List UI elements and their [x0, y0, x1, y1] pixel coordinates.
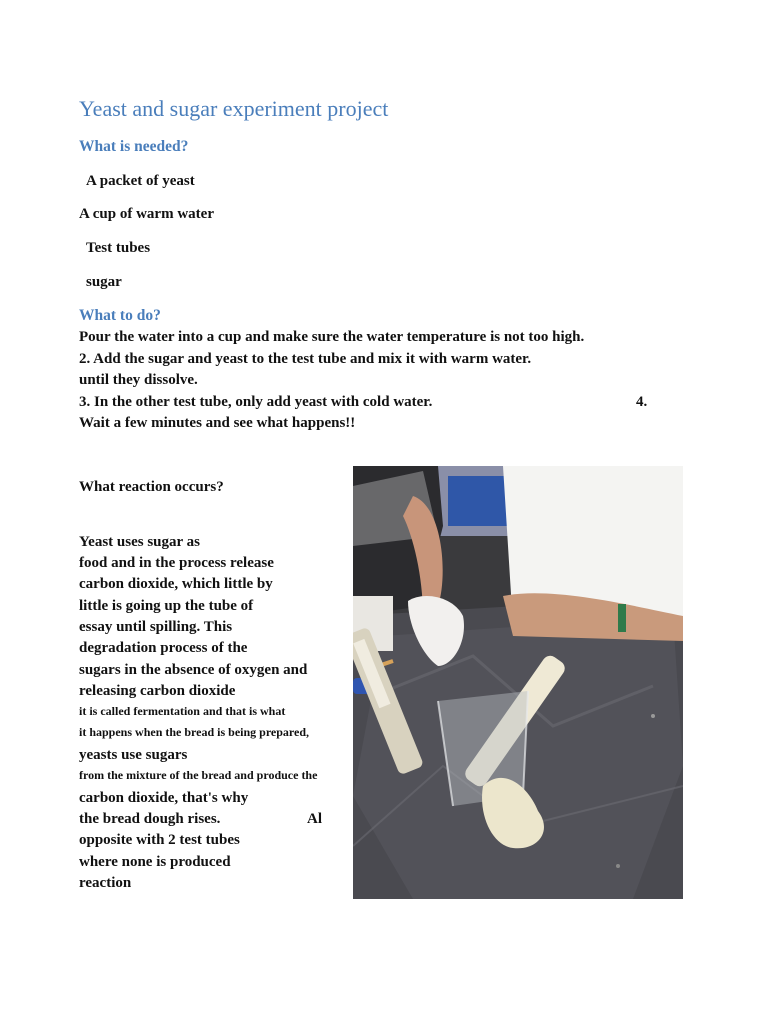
- body-line: essay until spilling. This: [79, 619, 233, 635]
- step-line: until they dissolve.: [79, 372, 198, 388]
- reaction-heading: What reaction occurs?: [79, 479, 224, 495]
- body-line: sugars in the absence of oxygen and: [79, 662, 308, 678]
- document-title: Yeast and sugar experiment project: [79, 96, 389, 121]
- needed-heading: What is needed?: [79, 138, 189, 155]
- body-line: it is called fermentation and that is what: [79, 704, 286, 718]
- body-line: releasing carbon dioxide: [79, 683, 236, 699]
- needed-item: A packet of yeast: [86, 173, 195, 189]
- body-line: food and in the process release: [79, 555, 274, 571]
- step-line: Wait a few minutes and see what happens!!: [79, 415, 356, 431]
- body-line: opposite with 2 test tubes: [79, 832, 240, 848]
- body-line: carbon dioxide, which little by: [79, 576, 273, 592]
- needed-item: Test tubes: [86, 240, 151, 256]
- step-line: Pour the water into a cup and make sure the water temperature is not too high.: [79, 329, 585, 345]
- body-line: the bread dough rises.: [79, 811, 221, 827]
- body-line: Yeast uses sugar as: [79, 534, 200, 550]
- body-line: where none is produced: [79, 854, 231, 870]
- body-line: little is going up the tube of: [79, 598, 254, 614]
- body-line: carbon dioxide, that's why: [79, 790, 249, 806]
- experiment-photo: [353, 466, 683, 899]
- body-line: from the mixture of the bread and produce the: [79, 768, 318, 782]
- experiment-photo-illustration: [353, 466, 683, 899]
- body-line: it happens when the bread is being prepared,: [79, 725, 310, 739]
- step-line: 2. Add the sugar and yeast to the test tube and mix it with warm water.: [79, 351, 532, 367]
- body-line: degradation process of the: [79, 640, 248, 656]
- step-line: 3. In the other test tube, only add yeast with cold water.: [79, 394, 433, 410]
- todo-heading: What to do?: [79, 307, 161, 324]
- body-line: Al: [307, 811, 322, 827]
- body-line: yeasts use sugars: [79, 747, 188, 763]
- needed-item: sugar: [86, 274, 122, 290]
- step-number: 4.: [636, 394, 648, 410]
- body-line: reaction: [79, 875, 132, 891]
- needed-item: A cup of warm water: [79, 206, 214, 222]
